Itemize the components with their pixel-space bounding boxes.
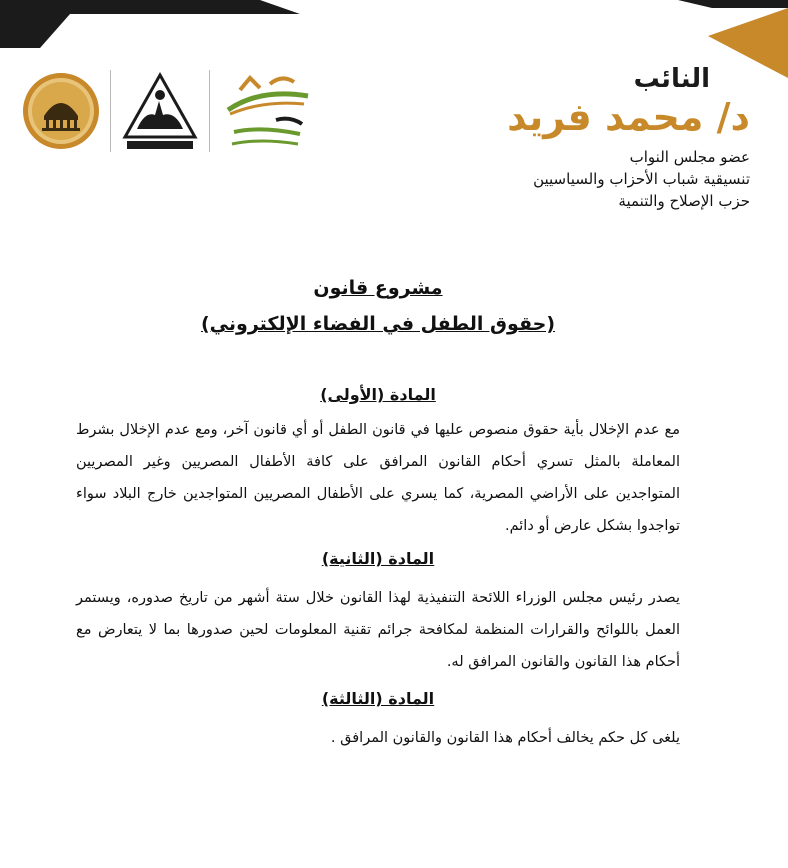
mp-title: النائب — [633, 64, 710, 94]
party-logo — [220, 70, 312, 152]
article-1-text: مع عدم الإخلال بأية حقوق منصوص عليها في قانون الطفل أو أي قانون آخر، ومع عدم الإخلال بشرط المعاملة بالمثل تسري أحكام القانون المرافق على كافة الأطفال المصريين وغير المصريين المتواجدين على الأراضي المصرية، كما يسري على الأطفال المصريين المتواجدين خارج البلاد سواء تواجدوا بشكل عارض أو دائم. — [76, 422, 680, 534]
doc-subtitle: (حقوق الطفل في الفضاء الإلكتروني) — [200, 313, 556, 335]
parliament-logo — [22, 72, 100, 150]
party-emblem-icon — [220, 70, 312, 152]
mp-header — [410, 62, 750, 212]
mp-role-party: حزب الإصلاح والتنمية — [618, 192, 750, 210]
parliament-seal-icon — [22, 72, 100, 150]
corner-decoration-left — [0, 0, 300, 50]
article-2-heading: المادة (الثانية) — [321, 549, 435, 568]
article-2-text: يصدر رئيس مجلس الوزراء اللائحة التنفيذية لهذا القانون خلال ستة أشهر من تاريخ صدوره، ويستمر العمل باللوائح والقرارات المنظمة لمكافحة جرائم تقنية المعلومات لحين صدورها بما لا يتعارض مع أحكام هذا القانون والقانون المرافق له. — [76, 590, 680, 670]
logo-divider — [209, 70, 210, 152]
logo-divider — [110, 70, 111, 152]
mp-role-parliament: عضو مجلس النواب — [629, 148, 750, 166]
article-3-heading: المادة (الثالثة) — [321, 689, 435, 708]
coordination-logo — [121, 71, 199, 151]
doc-title: مشروع قانون — [313, 277, 443, 299]
article-1-heading: المادة (الأولى) — [320, 385, 436, 404]
coordination-emblem-icon — [121, 71, 199, 151]
logos-row — [22, 66, 312, 156]
mp-name: د/ محمد فريد — [507, 95, 750, 139]
document-body — [76, 270, 680, 754]
mp-role-coordination: تنسيقية شباب الأحزاب والسياسيين — [533, 170, 750, 188]
article-3-text: يلغى كل حكم يخالف أحكام هذا القانون والقانون المرافق . — [330, 730, 680, 746]
